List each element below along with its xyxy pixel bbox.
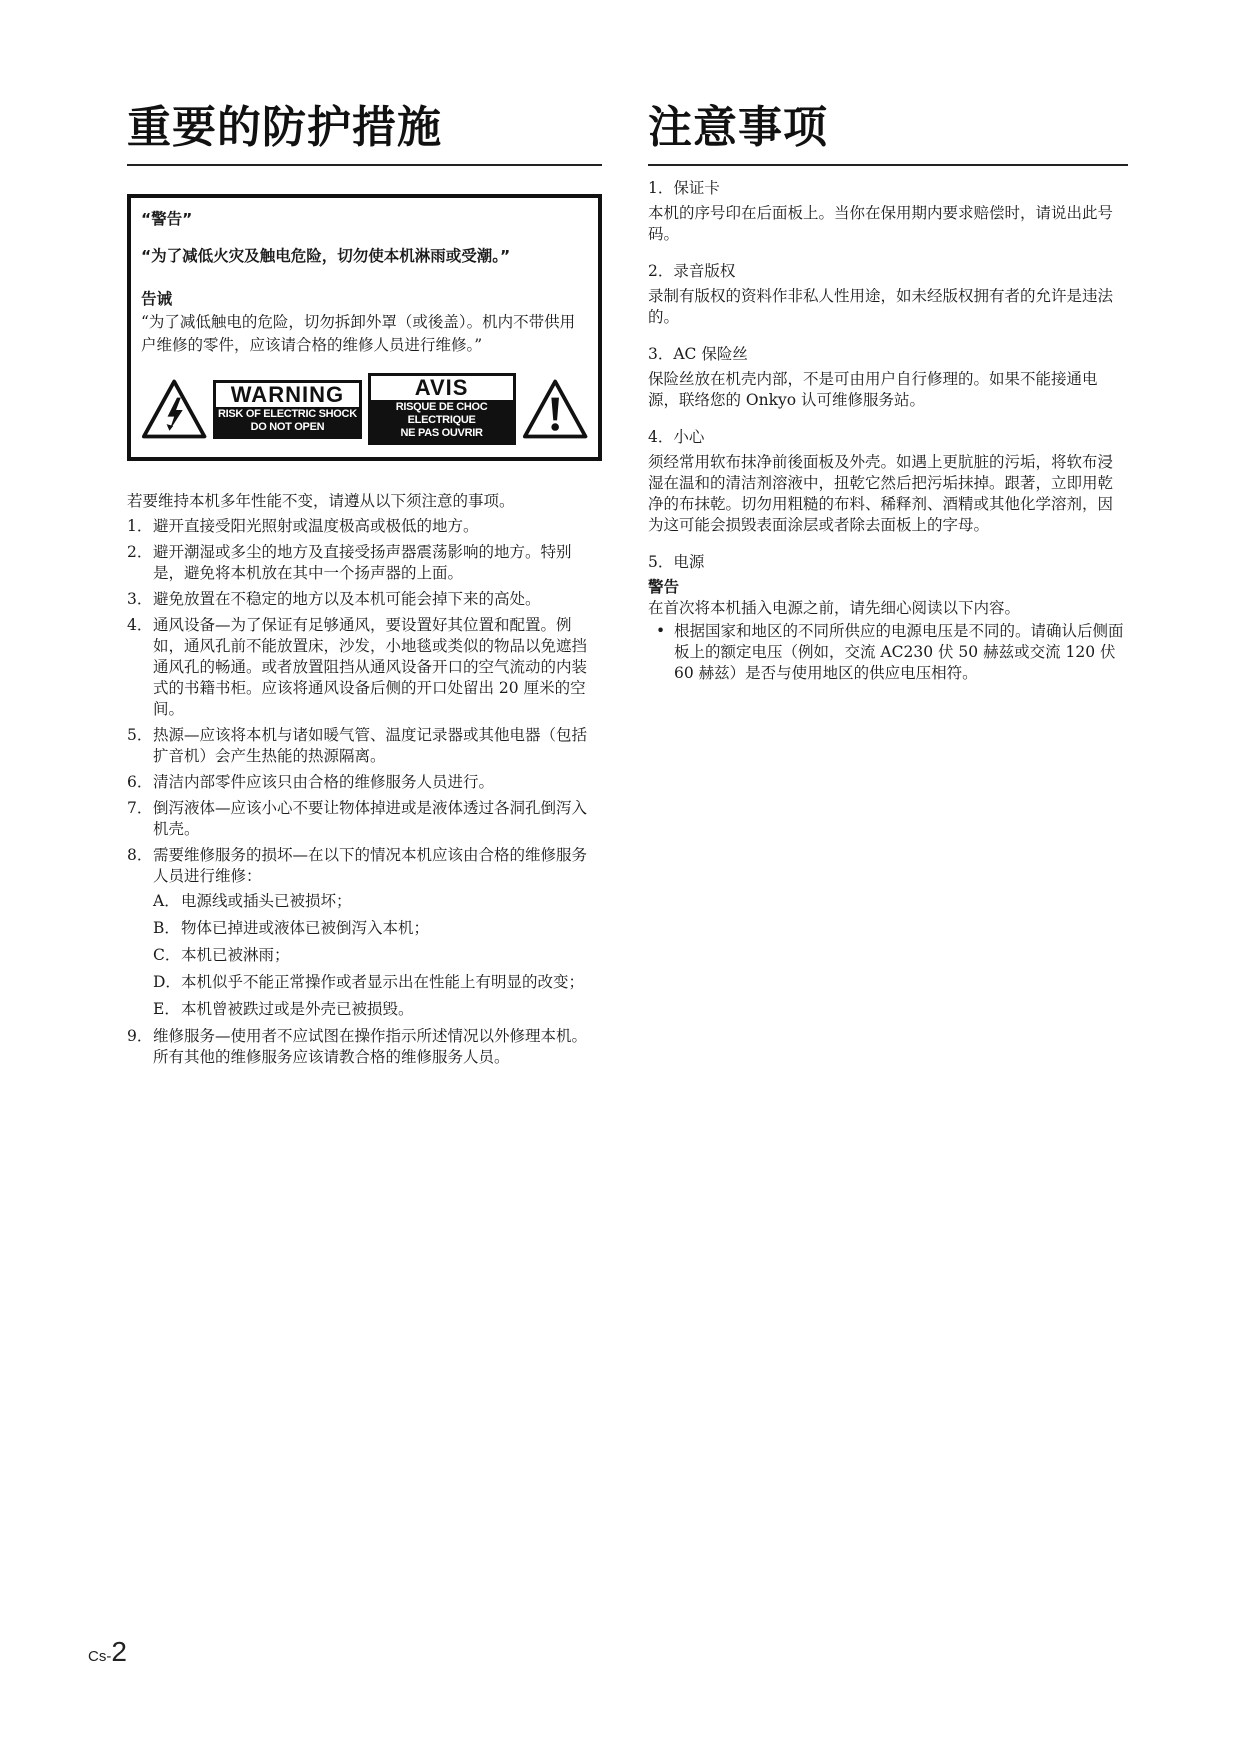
note-section (648, 427, 1128, 536)
power-bullet: • 根据国家和地区的不同所供应的电源电压是不同的。请确认后侧面板上的额定电压（例如，交流 AC230 伏 50 赫兹或交流 120 伏 60 赫兹）是否与使用地区的供应电压相符。 (656, 622, 1124, 682)
section-title-safeguards: 重要的防护措施 (127, 100, 602, 166)
power-heading: 5．电源 (648, 553, 705, 571)
warning-label: “警告” (141, 210, 193, 228)
note-text: 保险丝放在机壳内部，不是可由用户自行修理的。如果不能接通电源，联络您的 Onkyo 认可维修服务站。 (648, 370, 1098, 409)
warning-title: WARNING (230, 381, 345, 407)
sub-list-item: D． 本机似乎不能正常操作或者显示出在性能上有明显的改变； (153, 973, 585, 991)
precaution-list (127, 516, 602, 1068)
list-item: 2． 避开潮湿或多尘的地方及直接受扬声器震荡影响的地方。特别是，避免将本机放在其中一个扬声器的上面。 (127, 543, 572, 582)
list-item: 6． 清洁内部零件应该只由合格的维修服务人员进行。 (127, 773, 495, 791)
avis-label-box (368, 373, 516, 445)
power-warning-label: 警告 (648, 578, 680, 596)
warning-sub2: DO NOT OPEN (250, 420, 325, 433)
page-number (88, 1636, 127, 1668)
caution-text: “为了减低触电的危险，切勿拆卸外罩（或後盖）。机内不带供用户维修的零件，应该请合格的维修人员进行维修。” (141, 313, 576, 354)
note-heading: 4．小心 (648, 428, 705, 446)
warning-text: “为了减低火灾及触电危险，切勿使本机淋雨或受潮。” (141, 247, 511, 265)
power-text: 在首次将本机插入电源之前，请先细心阅读以下内容。 (648, 599, 1021, 617)
avis-sub1: RISQUE DE CHOC ELECTRIQUE (395, 401, 488, 426)
note-text: 须经常用软布抹净前後面板及外壳。如遇上更肮脏的污垢，将软布浸湿在温和的清洁剂溶液中，扭乾它然后把污垢抹掉。跟著，立即用乾净的布抹乾。切勿用粗糙的布料、稀释剂、酒精或其他化学溶剂，因为这可能会损毁表面涂层或者除去面板上的字母。 (648, 453, 1114, 534)
list-item: 9． 维修服务—使用者不应试图在操作指示所述情况以外修理本机。所有其他的维修服务应该请教合格的维修服务人员。 (127, 1027, 588, 1066)
warning-symbols (141, 373, 588, 445)
note-section (648, 261, 1128, 328)
lightning-triangle-icon (141, 377, 207, 441)
page-num: 2 (111, 1636, 127, 1667)
list-item: 3． 避免放置在不稳定的地方以及本机可能会掉下来的高处。 (127, 590, 541, 608)
note-text: 本机的序号印在后面板上。当你在保用期内要求赔偿时，请说出此号码。 (648, 204, 1114, 243)
avis-title: AVIS (414, 375, 469, 400)
note-section (648, 344, 1128, 411)
note-text: 录制有版权的资料作非私人性用途，如未经版权拥有者的允许是违法的。 (648, 287, 1114, 326)
warning-box (127, 194, 602, 461)
service-sublist (153, 891, 602, 1020)
note-heading: 1．保证卡 (648, 179, 720, 197)
note-heading: 2．录音版权 (648, 262, 736, 280)
list-item: 5． 热源—应该将本机与诸如暖气管、温度记录器或其他电器（包括扩音机）会产生热能的热源隔离。 (127, 726, 588, 765)
list-item: 1． 避开直接受阳光照射或温度极高或极低的地方。 (127, 517, 479, 535)
list-item: 4． 通风设备—为了保证有足够通风，要设置好其位置和配置。例如，通风孔前不能放置床，沙发，小地毯或类似的物品以免遮挡通风孔的畅通。或者放置阻挡从通风设备开口的空气流动的内装式的书籍书柜。应该将通风设备后侧的开口处留出 20 厘米的空间。 (127, 616, 588, 718)
sub-list-item: C． 本机已被淋雨； (153, 946, 290, 964)
warning-label-box (213, 380, 361, 439)
exclamation-triangle-icon (522, 377, 588, 441)
sub-list-item: E． 本机曾被跌过或是外壳已被损毁。 (153, 1000, 414, 1018)
note-heading: 3．AC 保险丝 (648, 345, 748, 363)
warning-sub1: RISK OF ELECTRIC SHOCK (217, 407, 357, 420)
power-section (648, 552, 1128, 684)
left-column (127, 100, 602, 1073)
sub-list-item: A． 电源线或插头已被损坏； (153, 892, 352, 910)
note-section (648, 178, 1128, 245)
intro-text: 若要维持本机多年性能不变，请遵从以下须注意的事项。 (127, 492, 515, 510)
sub-list-item: B． 物体已掉进或液体已被倒泻入本机； (153, 919, 430, 937)
page-prefix: Cs- (88, 1648, 112, 1665)
right-column (648, 100, 1128, 684)
list-item: 8． 需要维修服务的损坏—在以下的情况本机应该由合格的维修服务人员进行维修： A． 电源线或插头已被损坏； B． 物体已掉进或液体已被倒泻入本机； C． 本机已被淋雨； D． 本机似乎不能正常操作或者显示出在性能上有明显的改变； E． 本机曾被跌过或是外壳已被损毁。 (127, 845, 602, 1020)
section-title-notes: 注意事项 (648, 100, 1128, 166)
avis-sub2: NE PAS OUVRIR (400, 427, 483, 439)
list-item: 7． 倒泻液体—应该小心不要让物体掉进或是液体透过各洞孔倒泻入机壳。 (127, 799, 588, 838)
caution-label: 告诫 (141, 290, 173, 308)
bullet-dot-icon: • (656, 622, 666, 640)
